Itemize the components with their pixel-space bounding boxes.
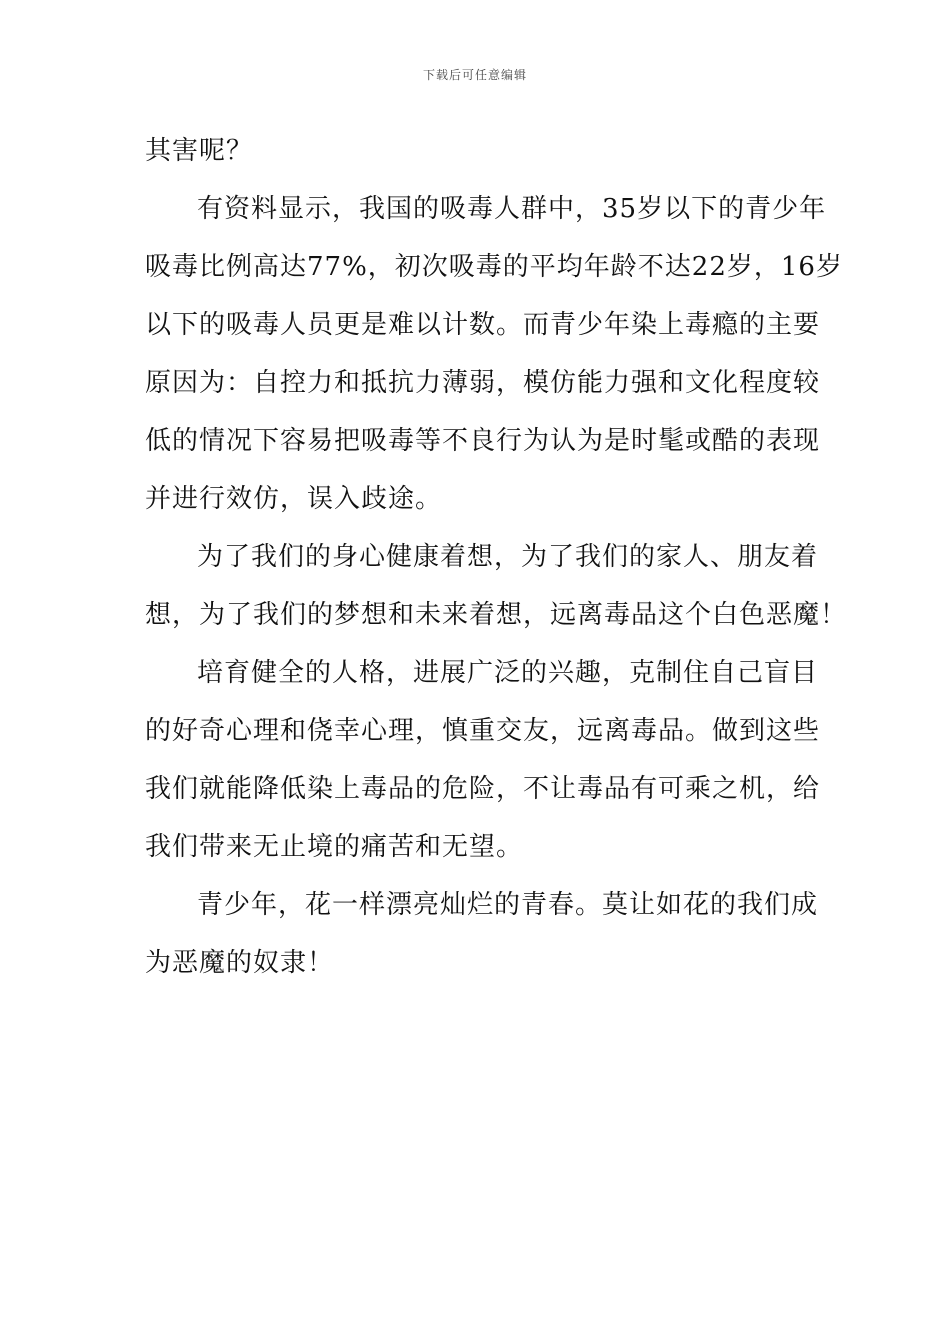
paragraph-line: 原因为：自控力和抵抗力薄弱，模仿能力强和文化程度较 <box>145 368 821 398</box>
document-body <box>145 122 848 992</box>
paragraph-line: 为了我们的身心健康着想，为了我们的家人、朋友着 <box>197 542 819 572</box>
paragraph-line: 低的情况下容易把吸毒等不良行为认为是时髦或酷的表现 <box>145 426 821 456</box>
paragraph-line: 我们就能降低染上毒品的危险，不让毒品有可乘之机，给 <box>145 774 821 804</box>
paragraph-line: 吸毒比例高达77%，初次吸毒的平均年龄不达22岁，16岁 <box>145 252 843 282</box>
paragraph-line: 其害呢？ <box>145 136 254 166</box>
paragraph-line: 有资料显示，我国的吸毒人群中，35岁以下的青少年 <box>197 194 827 224</box>
paragraph-line: 青少年，花一样漂亮灿烂的青春。莫让如花的我们成 <box>197 890 819 920</box>
paragraph-line: 的好奇心理和侥幸心理，慎重交友，远离毒品。做到这些 <box>145 716 821 746</box>
paragraph-line: 想，为了我们的梦想和未来着想，远离毒品这个白色恶魔！ <box>145 600 848 630</box>
paragraph-line: 我们带来无止境的痛苦和无望。 <box>145 832 524 862</box>
page-header: 下载后可任意编辑 <box>422 68 527 82</box>
paragraph-line: 以下的吸毒人员更是难以计数。而青少年染上毒瘾的主要 <box>145 310 821 340</box>
paragraph-line: 为恶魔的奴隶！ <box>145 948 335 978</box>
paragraph-line: 并进行效仿，误入歧途。 <box>145 484 443 514</box>
paragraph-line: 培育健全的人格，进展广泛的兴趣，克制住自己盲目 <box>197 658 819 688</box>
